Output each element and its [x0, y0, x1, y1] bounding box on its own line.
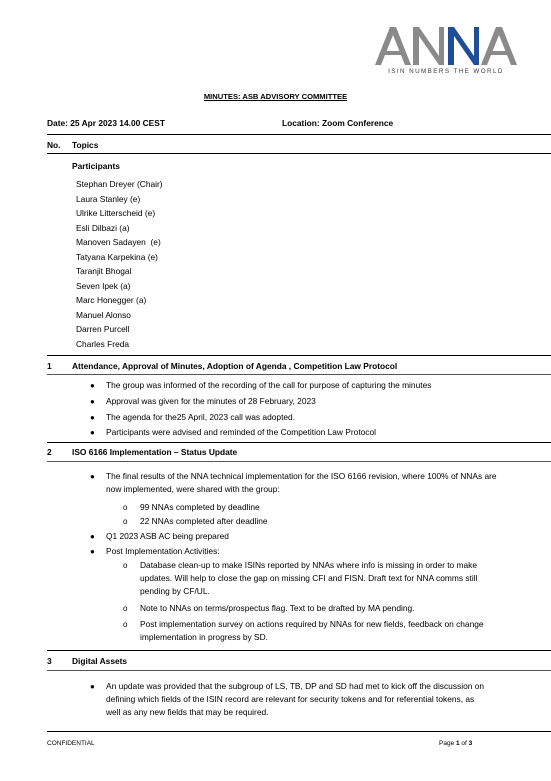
sub-bullet-item: o 22 NNAs completed after deadline	[140, 515, 268, 528]
participant: Manoven Sadayen (e)	[76, 237, 161, 247]
confidential-label: CONFIDENTIAL	[47, 740, 95, 747]
bullet-item: ● An update was provided that the subgroup of LS, TB, DP and SD had met to kick off the discussion on defining which fields of the ISIN record are relevant for security tokens and for referential tokens, as well as any new fields that may be required.	[90, 681, 485, 718]
header-rule-top	[47, 134, 551, 135]
participant: Marc Honegger (a)	[76, 295, 147, 305]
participant: Tatyana Karpekina (e)	[76, 251, 158, 262]
circle-bullet-icon: o	[123, 503, 128, 512]
bullet-icon: ●	[90, 682, 95, 691]
bullet-icon: ●	[90, 413, 95, 422]
circle-bullet-icon: o	[123, 620, 128, 629]
bullet-item: ● Post Implementation Activities:	[106, 545, 220, 558]
participant: Esli Dilbazi (a)	[76, 222, 130, 233]
participant: Stephan Dreyer (Chair)	[76, 179, 163, 189]
section-rule	[47, 650, 551, 651]
participant: Laura Stanley (e)	[76, 193, 141, 204]
section-rule	[47, 461, 551, 462]
section-rule	[47, 374, 551, 375]
anna-logo	[373, 26, 519, 78]
section-3-title: Digital Assets	[72, 656, 128, 666]
bullet-icon: ●	[90, 547, 95, 556]
section-3-number: 3	[47, 656, 52, 666]
header-rule-bottom	[47, 153, 551, 154]
bullet-icon: ●	[90, 472, 95, 481]
bullet-icon: ●	[90, 428, 95, 437]
bullet-item: ● Approval was given for the minutes of 28 February, 2023	[106, 395, 316, 408]
bullet-item: ● Participants were advised and reminded of the Competition Law Protocol	[106, 426, 376, 439]
participant: Taranjit Bhogal	[76, 266, 132, 276]
logo-tagline: ISIN NUMBERS THE WORLD	[388, 68, 504, 75]
participant: Manuel Alonso	[76, 309, 131, 320]
circle-bullet-icon: o	[123, 517, 128, 526]
section-rule	[47, 670, 551, 671]
section-1-number: 1	[47, 361, 52, 371]
circle-bullet-icon: o	[123, 561, 128, 570]
meeting-date: Date: 25 Apr 2023 14.00 CEST	[47, 118, 165, 128]
bullet-item: ● Q1 2023 ASB AC being prepared	[106, 530, 229, 543]
participant: Seven Ipek (a)	[76, 280, 131, 291]
document-title: MINUTES: ASB ADVISORY COMMITTEE	[203, 92, 348, 101]
participants-list	[76, 177, 163, 351]
participant: Darren Purcell	[76, 324, 130, 334]
section-rule	[47, 442, 551, 443]
sub-bullet-item: o Post implementation survey on actions required by NNAs for new fields, feedback on change implementation in progress by SD.	[123, 619, 484, 643]
column-header-no: No.	[47, 140, 61, 150]
footer-rule	[47, 731, 551, 732]
bullet-icon: ●	[90, 381, 95, 390]
participants-title: Participants	[72, 161, 120, 171]
bullet-icon: ●	[90, 397, 95, 406]
participant: Charles Freda	[76, 338, 130, 349]
bullet-icon: ●	[90, 532, 95, 541]
section-2-number: 2	[47, 447, 52, 457]
section-rule	[47, 355, 551, 356]
sub-bullet-item: o Database clean-up to make ISINs reported by NNAs where info is missing in order to make updates. Will help to close the gap on missing CFI and FISN. Draft text for NNA comms still pending by CF/UL.	[123, 560, 478, 597]
bullet-item: ● The group was informed of the recording of the call for purpose of capturing the minutes	[106, 379, 431, 392]
participant: Ulrike Litterscheid (e)	[76, 208, 156, 218]
circle-bullet-icon: o	[123, 604, 128, 613]
column-header-topics: Topics	[72, 140, 99, 150]
anna-logo-mark	[373, 26, 519, 66]
page-number: Page 1 of 3	[439, 740, 473, 747]
bullet-item: ● The final results of the NNA technical implementation for the ISO 6166 revision, where 100% of NNAs are now implemented, were shared with the group:	[90, 471, 497, 495]
section-1-title: Attendance, Approval of Minutes, Adoption of Agenda , Competition Law Protocol	[72, 361, 398, 371]
section-2-title: ISO 6166 Implementation – Status Update	[72, 447, 238, 457]
meeting-location: Location: Zoom Conference	[282, 118, 394, 128]
sub-bullet-item: o Note to NNAs on terms/prospectus flag. Text to be drafted by MA pending.	[140, 602, 415, 615]
bullet-item: ● The agenda for the25 April, 2023 call was adopted.	[106, 411, 295, 424]
sub-bullet-item: o 99 NNAs completed by deadline	[140, 501, 260, 514]
